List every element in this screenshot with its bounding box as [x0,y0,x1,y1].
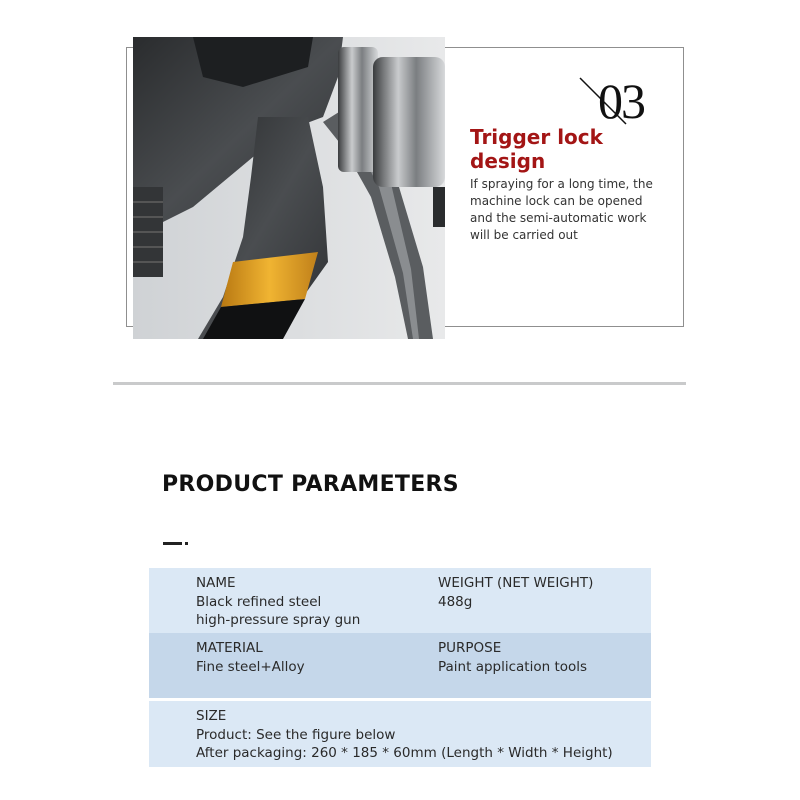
param-weight [438,574,593,611]
param-label: WEIGHT (NET WEIGHT) [438,575,594,591]
param-size [196,707,613,763]
param-label: SIZE [196,708,227,724]
parameter-row [149,701,651,767]
feature-description-line: If spraying for a long time, the [470,177,653,191]
parameters-heading: PRODUCT PARAMETERS [162,472,459,497]
feature-description-line: machine lock can be opened [470,194,643,208]
param-value: Paint application tools [438,658,588,675]
param-material [196,639,305,676]
param-label: NAME [196,575,236,591]
spray-gun-illustration [133,37,445,339]
section-divider [113,382,686,385]
param-label: PURPOSE [438,640,502,656]
param-label: MATERIAL [196,640,263,656]
feature-number: 03 [598,73,644,129]
feature-description [470,176,670,244]
param-value: Black refined steel [196,593,322,610]
parameter-row [149,633,651,698]
feature-number-badge [576,73,666,129]
feature-title-line: Trigger lock [470,125,603,149]
param-value: After packaging: 260 * 185 * 60mm (Length * Width * Height) [196,745,613,761]
feature-title [470,125,670,173]
feature-title-line: design [470,149,546,173]
heading-underline [163,542,182,545]
parameter-row [149,568,651,633]
spray-gun-photo [133,37,445,339]
param-purpose [438,639,587,676]
feature-description-line: will be carried out [470,228,578,242]
param-value: high-pressure spray gun [196,612,361,628]
heading-underline-dot [185,542,188,545]
param-value: Product: See the figure below [196,726,396,743]
param-name [196,574,360,630]
param-value: 488g [438,593,473,610]
param-value: Fine steel+Alloy [196,658,305,675]
feature-description-line: and the semi-automatic work [470,211,647,225]
